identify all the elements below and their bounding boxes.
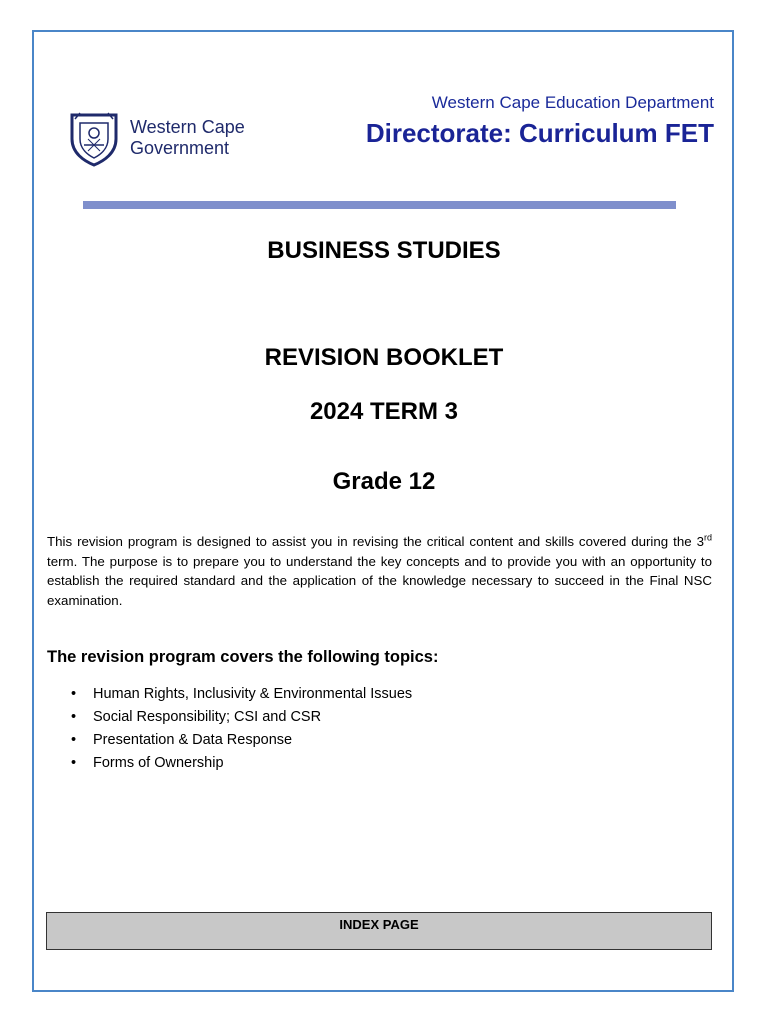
booklet-title: REVISION BOOKLET [264, 344, 504, 371]
logo-line-2: Government [130, 138, 230, 158]
intro-superscript: rd [703, 532, 712, 543]
department-name: Western Cape Education Department [431, 93, 714, 112]
header-department-block [366, 92, 714, 150]
subject-title: BUSINESS STUDIES [267, 237, 501, 264]
index-page-label: INDEX PAGE [339, 917, 419, 932]
topic-label: Forms of Ownership [93, 755, 224, 771]
topic-label: Presentation & Data Response [93, 732, 293, 748]
topic-label: Human Rights, Inclusivity & Environmental Issues [93, 686, 413, 702]
page-border [32, 30, 734, 992]
coat-of-arms-icon [66, 109, 122, 167]
bullet-icon: • [71, 732, 77, 748]
bullet-icon: • [71, 686, 77, 702]
intro-paragraph [47, 532, 712, 610]
bullet-icon: • [71, 755, 77, 771]
logo-line-1: Western Cape [130, 117, 245, 137]
list-item [47, 752, 412, 775]
topics-heading: The revision program covers the following topics: [47, 648, 439, 666]
intro-text-part1: This revision program is designed to assist you in revising the critical content and skills covered during the 3 [47, 534, 704, 549]
header-divider [83, 201, 676, 209]
list-item [47, 683, 412, 706]
term-title: 2024 TERM 3 [309, 398, 459, 425]
index-page-box [46, 912, 712, 950]
list-item [47, 729, 412, 752]
grade-title: Grade 12 [332, 468, 436, 495]
bullet-icon: • [71, 709, 77, 725]
intro-text-part2: term. The purpose is to prepare you to understand the key concepts and to provide you with an opportunity to establish the required standard and the application of the knowledge necessary to succeed in the Final NSC examination. [47, 553, 712, 608]
list-item [47, 706, 412, 729]
topic-label: Social Responsibility; CSI and CSR [93, 709, 322, 725]
directorate-name: Directorate: Curriculum FET [365, 118, 714, 148]
government-logo [66, 108, 276, 168]
topics-list [47, 683, 412, 775]
